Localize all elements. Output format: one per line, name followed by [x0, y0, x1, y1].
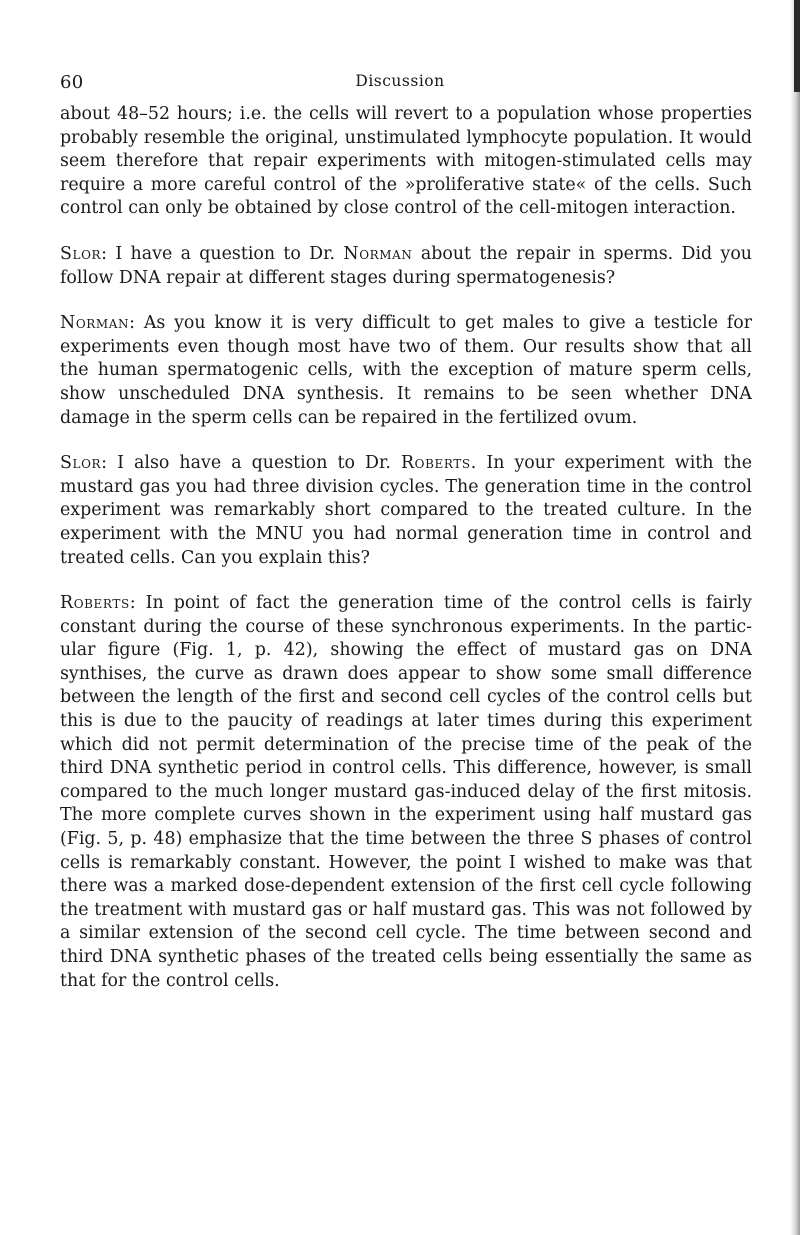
paragraph-continuation [60, 103, 752, 221]
body-text [60, 103, 752, 1015]
speaker-separator: : [129, 313, 144, 334]
referenced-name: Norman [343, 243, 413, 264]
page-header [60, 72, 740, 102]
paragraph-norman-answer [60, 312, 752, 430]
paragraph-text: about the repair in sperms. Did you follow DNA repair at different stages during spermatogenesis? [60, 243, 752, 288]
paragraph-slor-question-2 [60, 452, 752, 570]
speaker-name: Slor [60, 453, 102, 474]
running-head: Discussion [355, 72, 445, 90]
referenced-name: Roberts [400, 453, 471, 474]
speaker-separator: : [129, 593, 146, 614]
speaker-name: Roberts [60, 593, 130, 614]
speaker-separator: : [101, 453, 118, 474]
paragraph-text: about 48–52 hours; i.e. the cells will revert to a population whose properties probably resemble the original, unstimulated lymphocyte population. It would seem therefore that repair experiments with mitogen-stimulated cells may require a more careful control of the »proliferative state« of the cells. Such control can only be obtained by close control of the cell-mitogen interaction. [60, 104, 752, 219]
paragraph-text: . In your experiment with the mustard gas you had three division cycles. The generation time in the control experiment was remarkably short compared to the treated culture. In the experiment with the MNU you had normal generation time in control and treated cells. Can you explain this? [60, 453, 752, 568]
speaker-name: Norman [60, 313, 130, 334]
paragraph-text: As you know it is very difficult to get males to give a testicle for experiments even though most have two of them. Our results show that all the human spermatogenic cells, with the exception of mature sperm cells, show unscheduled DNA synthesis. It remains to be seen whether DNA damage in the sperm cells can be repaired in the fertilized ovum. [60, 313, 753, 428]
paragraph-slor-question-1 [60, 243, 752, 290]
paragraph-text: I also have a question to Dr. [117, 453, 401, 474]
paragraph-text: I have a question to Dr. [115, 243, 344, 264]
speaker-separator: : [101, 243, 116, 264]
page-number: 60 [60, 72, 84, 93]
page-edge-shadow [790, 0, 800, 1235]
paragraph-roberts-answer [60, 592, 752, 993]
speaker-name: Slor [60, 243, 102, 264]
paragraph-text: In point of fact the generation time of the control cells is fairly constant during the course of these synchronous experiments. In the particular figure (Fig. 1, p. 42), showing the effect of mustard gas on DNA synthises, the curve as drawn does appear to show some small difference between the length of the first and second cell cycles of the control cells but this is due to the paucity of readings at later times during this experiment which did not permit determination of the precise time of the peak of the third DNA synthetic period in control cells. This difference, however, is small compared to the much longer mustard gas-induced delay of the first mitosis. The more complete curves shown in the experiment using half mustard gas (Fig. 5, p. 48) emphasize that the time between the three S phases of control cells is remarkably constant. However, the point I wished to make was that there was a marked dose-dependent extension of the first cell cycle following the treatment with mustard gas or half mustard gas. This was not followed by a similar extension of the second cell cycle. The time between second and third DNA synthetic phases of the treated cells being essentially the same as that for the control cells. [60, 593, 752, 991]
